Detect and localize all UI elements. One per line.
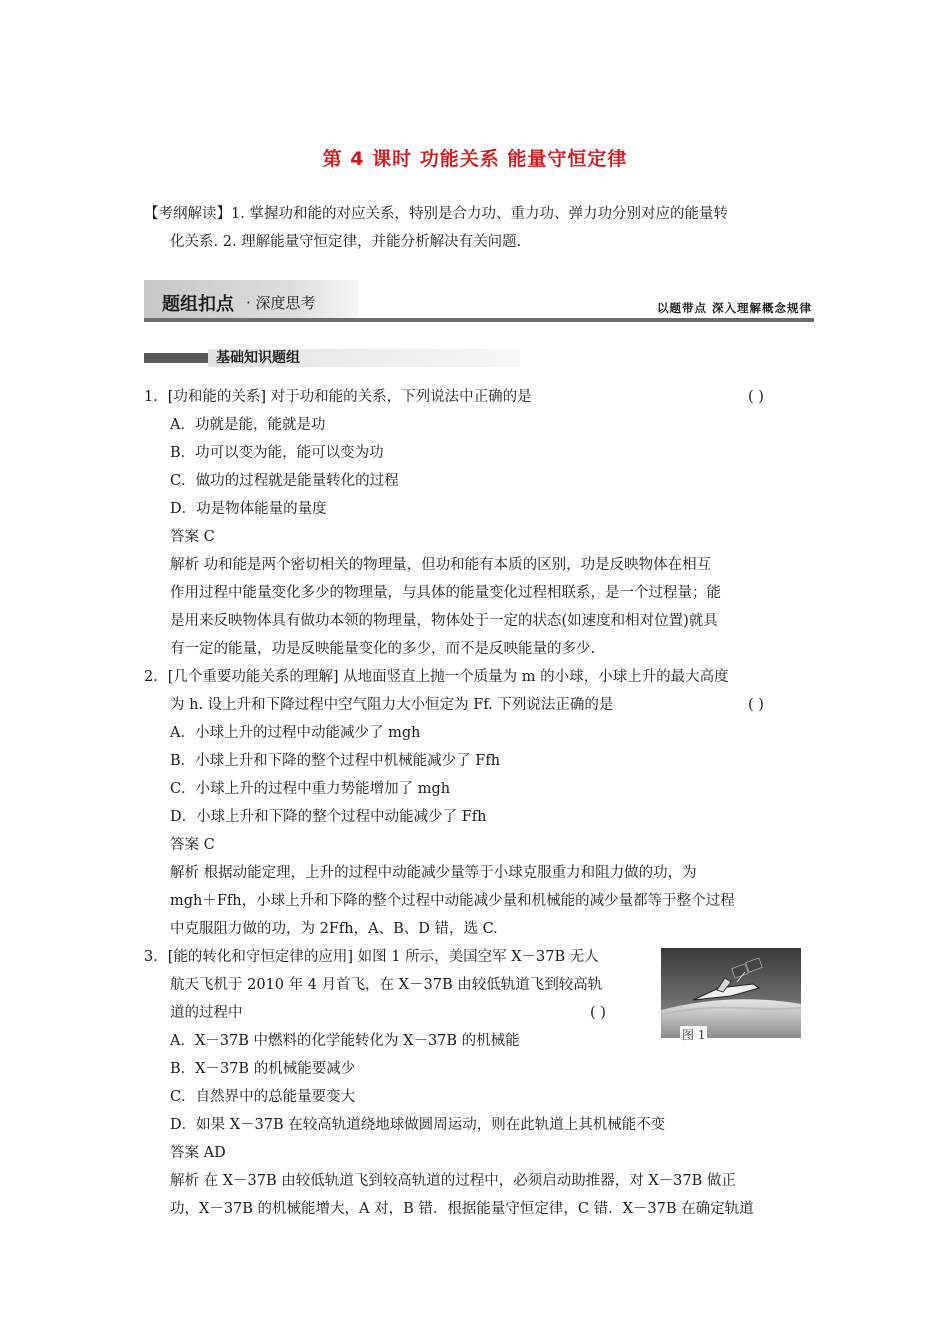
q1-analysis-4: 有一定的能量，功是反映能量变化的多少，而不是反映能量的多少. xyxy=(170,641,596,657)
outline-tag: 【考纲解读】 xyxy=(144,206,231,222)
q2-stem-2-text: 为 h. 设上升和下降过程中空气阻力大小恒定为 Ff. 下列说法正确的是 xyxy=(170,697,614,713)
q2-answer-blank: ( ) xyxy=(748,697,764,713)
lesson-title: 第 4 课时 功能关系 能量守恒定律 xyxy=(322,148,628,170)
q2-analysis-1: 解析 根据动能定理，上升的过程中动能减少量等于小球克服重力和阻力做的功，为 xyxy=(170,865,697,881)
section-main-label: 题组扣点 xyxy=(162,294,234,315)
q1-analysis-1: 解析 功和能是两个密切相关的物理量，但功和能有本质的区别，功是反映物体在相互 xyxy=(170,557,712,573)
spaceplane-figure xyxy=(661,948,801,1038)
q3-option-a: A．X－37B 中燃料的化学能转化为 X－37B 的机械能 xyxy=(170,1033,520,1049)
q1-option-b: B．功可以变为能，能可以变为功 xyxy=(170,445,384,461)
q2-analysis-3: 中克服阻力做的功，为 2Ffh，A、B、D 错，选 C. xyxy=(170,921,498,937)
q1-option-a: A．功就是能，能就是功 xyxy=(170,417,326,433)
q2-stem-1: 2．[几个重要功能关系的理解] 从地面竖直上抛一个质量为 m 的小球，小球上升的最大高度 xyxy=(144,669,729,685)
q3-option-b: B．X－37B 的机械能要减少 xyxy=(170,1061,356,1077)
q1-analysis-3: 是用来反映物体具有做功本领的物理量，物体处于一定的状态(如速度和相对位置)就具 xyxy=(170,613,718,629)
syllabus-outline xyxy=(144,200,824,256)
section-right-label: 以题带点 深入理解概念规律 xyxy=(656,301,812,315)
q1-stem xyxy=(144,383,814,411)
q1-stem-text: 1．[功和能的关系] 对于功和能的关系，下列说法中正确的是 xyxy=(144,389,532,405)
q3-answer: 答案 AD xyxy=(170,1145,226,1161)
q3-stem-3-text: 道的过程中 xyxy=(170,1005,243,1021)
section-rule xyxy=(144,318,814,322)
q2-option-a: A．小球上升的过程中动能减少了 mgh xyxy=(170,725,421,741)
q3-stem-1: 3．[能的转化和守恒定律的应用] 如图 1 所示，美国空军 X－37B 无人 xyxy=(144,949,599,965)
figure-caption: 图 1 xyxy=(682,1028,706,1042)
q2-option-c: C．小球上升的过程中重力势能增加了 mgh xyxy=(170,781,451,797)
section-header xyxy=(144,280,814,324)
q3-analysis-2: 功，X－37B 的机械能增大，A 对，B 错．根据能量守恒定律，C 错．X－37B 在确定轨道 xyxy=(170,1201,754,1217)
group-bar-marker xyxy=(144,353,208,363)
section-sub-label: · 深度思考 xyxy=(246,294,316,312)
q2-answer: 答案 C xyxy=(170,837,215,853)
outline-text-1: 1. 掌握功和能的对应关系，特别是合力功、重力功、弹力功分别对应的能量转 xyxy=(231,206,728,222)
q1-option-d: D．功是物体能量的量度 xyxy=(170,501,327,517)
q2-analysis-2: mgh＋Ffh，小球上升和下降的整个过程中动能减少量和机械能的减少量都等于整个过程 xyxy=(170,893,735,909)
outline-line-1 xyxy=(144,200,824,228)
q1-option-c: C．做功的过程就是能量转化的过程 xyxy=(170,473,399,489)
q3-analysis-1: 解析 在 X－37B 由较低轨道飞到较高轨道的过程中，必须启动助推器，对 X－37B 做正 xyxy=(170,1173,736,1189)
q3-option-d: D．如果 X－37B 在较高轨道绕地球做圆周运动，则在此轨道上其机械能不变 xyxy=(170,1117,666,1133)
q3-stem-2: 航天飞机于 2010 年 4 月首飞，在 X－37B 由较低轨道飞到较高轨 xyxy=(170,977,603,993)
q1-answer: 答案 C xyxy=(170,529,215,545)
group-label: 基础知识题组 xyxy=(216,350,300,366)
q3-option-c: C．自然界中的总能量要变大 xyxy=(170,1089,356,1105)
q1-analysis-2: 作用过程中能量变化多少的物理量，与具体的能量变化过程相联系，是一个过程量；能 xyxy=(170,585,721,601)
q2-option-b: B．小球上升和下降的整个过程中机械能减少了 Ffh xyxy=(170,753,501,769)
q2-stem-2 xyxy=(144,691,814,719)
q1-answer-blank: ( ) xyxy=(748,389,764,405)
q3-answer-blank: ( ) xyxy=(590,1005,606,1021)
q2-option-d: D．小球上升和下降的整个过程中动能减少了 Ffh xyxy=(170,809,487,825)
group-header xyxy=(144,349,520,367)
question-list xyxy=(144,383,814,1223)
outline-text-2: 化关系. 2. 理解能量守恒定律，并能分析解决有关问题. xyxy=(170,234,522,250)
